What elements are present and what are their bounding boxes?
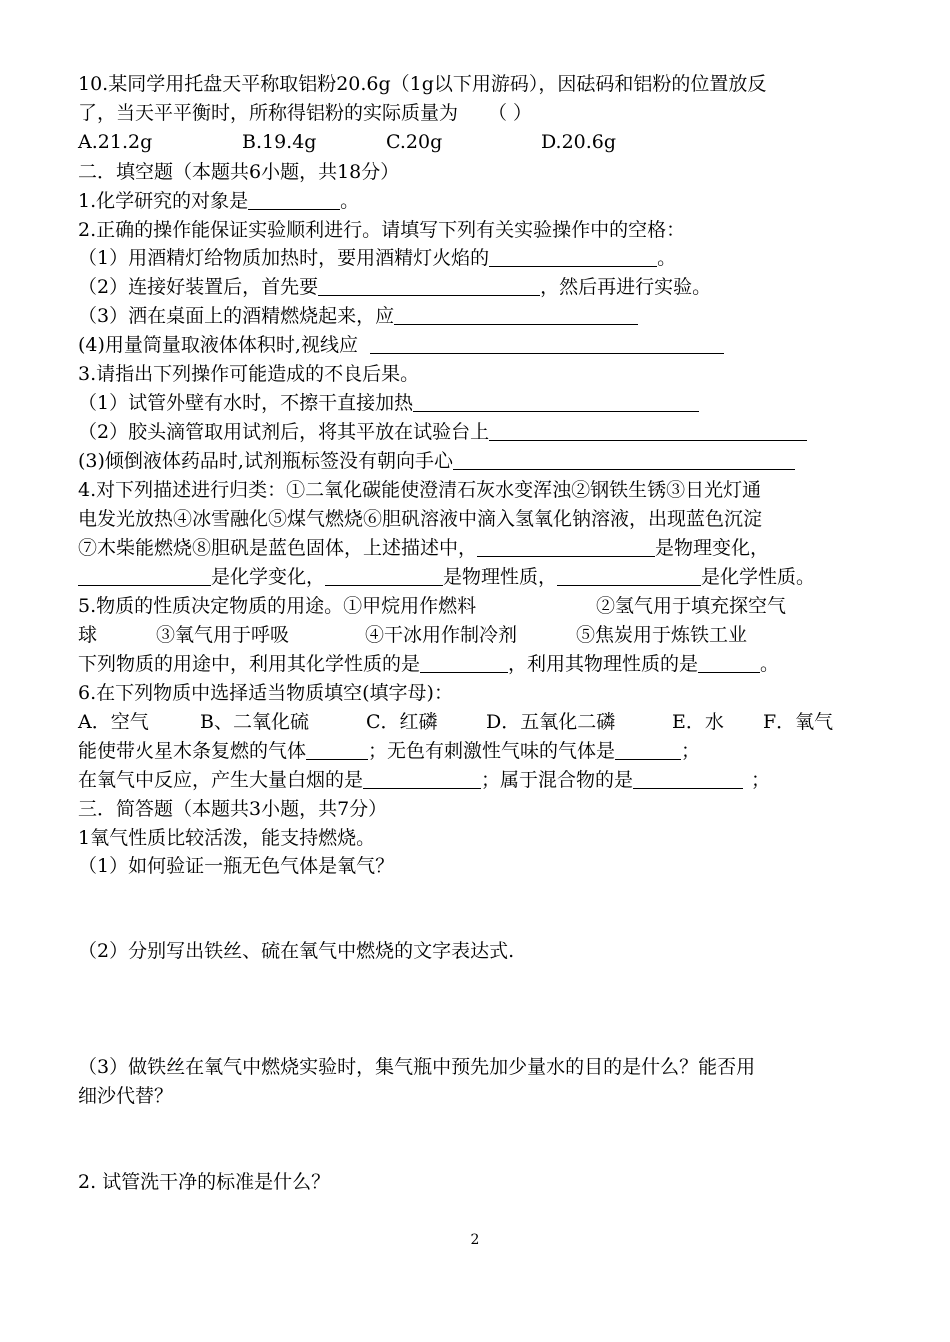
s2-q4-blank-chemical-change[interactable]	[78, 565, 211, 586]
s3-q1-c-line1: （3）做铁丝在氧气中燃烧实验时，集气瓶中预先加少量水的目的是什么？能否用	[78, 1056, 756, 1078]
s2-q5-line2-b: ③氧气用于呼吸	[156, 624, 290, 646]
s2-q2-d-text: (4)用量筒量取液体体积时,视线应	[78, 334, 358, 356]
s2-q2-intro: 2.正确的操作能保证实验顺利进行。请填写下列有关实验操作中的空格：	[78, 219, 686, 241]
s2-q5-line3-mid: ，利用其物理性质的是	[508, 653, 699, 675]
s2-q3-a	[78, 389, 699, 417]
s2-q3-intro: 3.请指出下列操作可能造成的不良后果。	[78, 363, 420, 385]
s2-q2-b	[78, 273, 711, 301]
s2-q2-a-text: （1）用酒精灯给物质加热时，要用酒精灯火焰的	[78, 247, 490, 269]
s2-q6-blank-pungent[interactable]	[615, 739, 681, 760]
s2-q1	[78, 187, 359, 215]
s2-q5-blank-physical[interactable]	[698, 652, 760, 673]
q10-option-a: A.21.2g	[78, 131, 153, 153]
s2-q6-option-a: A．空气	[78, 711, 149, 733]
s2-q2-b-post: ，然后再进行实验。	[540, 276, 712, 298]
q10-line2	[78, 99, 532, 127]
s2-q6-line2-text: 能使带火星木条复燃的气体	[78, 740, 307, 762]
s2-q4-line3-post: 是物理变化，	[655, 537, 770, 559]
s2-q2-c	[78, 302, 638, 330]
s2-q6-blank-mixture[interactable]	[633, 768, 743, 789]
s2-q4-line3-text: ⑦木柴能燃烧⑧胆矾是蓝色固体，上述描述中，	[78, 537, 478, 559]
s2-q3-a-text: （1）试管外壁有水时，不擦干直接加热	[78, 392, 414, 414]
s3-q1-a: （1）如何验证一瓶无色气体是氧气？	[78, 855, 395, 877]
s3-q1-b: （2）分别写出铁丝、硫在氧气中燃烧的文字表达式.	[78, 940, 515, 962]
s2-q5-line2-d: ⑤焦炭用于炼铁工业	[576, 624, 748, 646]
s2-q3-c-blank[interactable]	[453, 449, 795, 470]
s2-q5-line2-a: 球	[78, 624, 98, 646]
page-number: 2	[470, 1232, 480, 1248]
s2-q6-line3	[78, 766, 770, 794]
s2-q1-post: 。	[340, 190, 360, 212]
s3-q1-c-line2: 细沙代替？	[78, 1085, 174, 1107]
s2-q5-line1-b: ②氢气用于填充探空气	[596, 595, 787, 617]
s2-q5-line1-text: 5.物质的性质决定物质的用途。①甲烷用作燃料	[78, 595, 477, 617]
s2-q2-d	[78, 331, 724, 359]
s2-q3-a-blank[interactable]	[413, 391, 699, 412]
q10-answer-paren: （ ）	[488, 102, 533, 124]
s2-q1-text: 1.化学研究的对象是	[78, 190, 249, 212]
s2-q6-options	[78, 708, 878, 736]
q10-option-b: B.19.4g	[242, 131, 317, 153]
s2-q5-line3-post: 。	[760, 653, 780, 675]
s2-q6-option-b: B、二氧化硫	[200, 711, 309, 733]
s2-q6-line3-text: 在氧气中反应，产生大量白烟的是	[78, 769, 364, 791]
q10-line2-text: 了，当天平平衡时，所称得铝粉的实际质量为	[78, 102, 459, 124]
s2-q6-option-f: F．氧气	[763, 711, 834, 733]
s2-q3-c-text: (3)倾倒液体药品时,试剂瓶标签没有朝向手心	[78, 450, 453, 472]
s2-q6-line2-mid: ；无色有刺激性气味的气体是	[368, 740, 616, 762]
q10-option-c: C.20g	[386, 131, 443, 153]
s2-q2-a-blank[interactable]	[489, 246, 657, 267]
s2-q4-line4-c: 是化学性质。	[701, 566, 816, 588]
q10-option-d: D.20.6g	[541, 131, 617, 153]
s2-q6-line2	[78, 737, 700, 765]
s2-q4-line4	[78, 563, 815, 591]
s2-q6-blank-white-smoke[interactable]	[363, 768, 481, 789]
s2-q6-blank-rekindle[interactable]	[306, 739, 368, 760]
s2-q2-c-text: （3）洒在桌面上的酒精燃烧起来，应	[78, 305, 395, 327]
s2-q3-b	[78, 418, 807, 446]
s2-q4-blank-chemical-property[interactable]	[557, 565, 701, 586]
q10-options	[78, 128, 878, 156]
s2-q6-intro: 6.在下列物质中选择适当物质填空(填字母)：	[78, 682, 453, 704]
s3-q1-intro: 1氧气性质比较活泼，能支持燃烧。	[78, 827, 376, 849]
s2-q2-b-text: （2）连接好装置后，首先要	[78, 276, 319, 298]
s2-q2-a-post: 。	[657, 247, 677, 269]
s2-q4-line4-b: 是物理性质，	[443, 566, 558, 588]
s2-q5-line3	[78, 650, 779, 678]
s2-q3-b-blank[interactable]	[489, 420, 807, 441]
s2-q5-line3-text: 下列物质的用途中，利用其化学性质的是	[78, 653, 421, 675]
s2-q4-line4-a: 是化学变化，	[211, 566, 326, 588]
s2-q4-line2: 电发光放热④冰雪融化⑤煤气燃烧⑥胆矾溶液中滴入氢氧化钠溶液，出现蓝色沉淀	[78, 508, 763, 530]
q10-line1: 10.某同学用托盘天平称取铝粉20.6g（1g以下用游码），因砝码和铝粉的位置放反	[78, 73, 767, 95]
s2-q2-d-blank[interactable]	[370, 333, 724, 354]
s2-q6-option-e: E．水	[672, 711, 724, 733]
s2-q5-line2-c: ④干冰用作制冷剂	[365, 624, 518, 646]
section2-title: 二．填空题（本题共6小题，共18分）	[78, 161, 400, 183]
s2-q2-b-blank[interactable]	[318, 275, 540, 296]
s2-q4-line1: 4.对下列描述进行归类：①二氧化碳能使澄清石灰水变浑浊②钢铁生锈③日光灯通	[78, 479, 762, 501]
section3-title: 三．简答题（本题共3小题，共7分）	[78, 798, 388, 820]
s2-q4-blank-physical-property[interactable]	[325, 565, 443, 586]
s2-q2-a	[78, 244, 676, 272]
s2-q6-line3-post: ；	[751, 769, 771, 791]
s2-q3-b-text: （2）胶头滴管取用试剂后，将其平放在试验台上	[78, 421, 490, 443]
s2-q4-blank-physical-change[interactable]	[477, 536, 655, 557]
s2-q6-line3-mid: ；属于混合物的是	[481, 769, 634, 791]
s2-q5-line1	[78, 592, 878, 620]
s2-q5-line2	[78, 621, 878, 649]
s2-q6-option-c: C．红磷	[366, 711, 438, 733]
s2-q2-c-blank[interactable]	[394, 304, 638, 325]
s2-q6-line2-post: ；	[681, 740, 701, 762]
s2-q4-line3	[78, 534, 769, 562]
s2-q1-blank[interactable]	[248, 189, 340, 210]
s3-q2: 2. 试管洗干净的标准是什么？	[78, 1171, 331, 1193]
s2-q6-option-d: D．五氧化二磷	[486, 711, 616, 733]
s2-q5-blank-chemical[interactable]	[420, 652, 508, 673]
s2-q3-c	[78, 447, 795, 475]
